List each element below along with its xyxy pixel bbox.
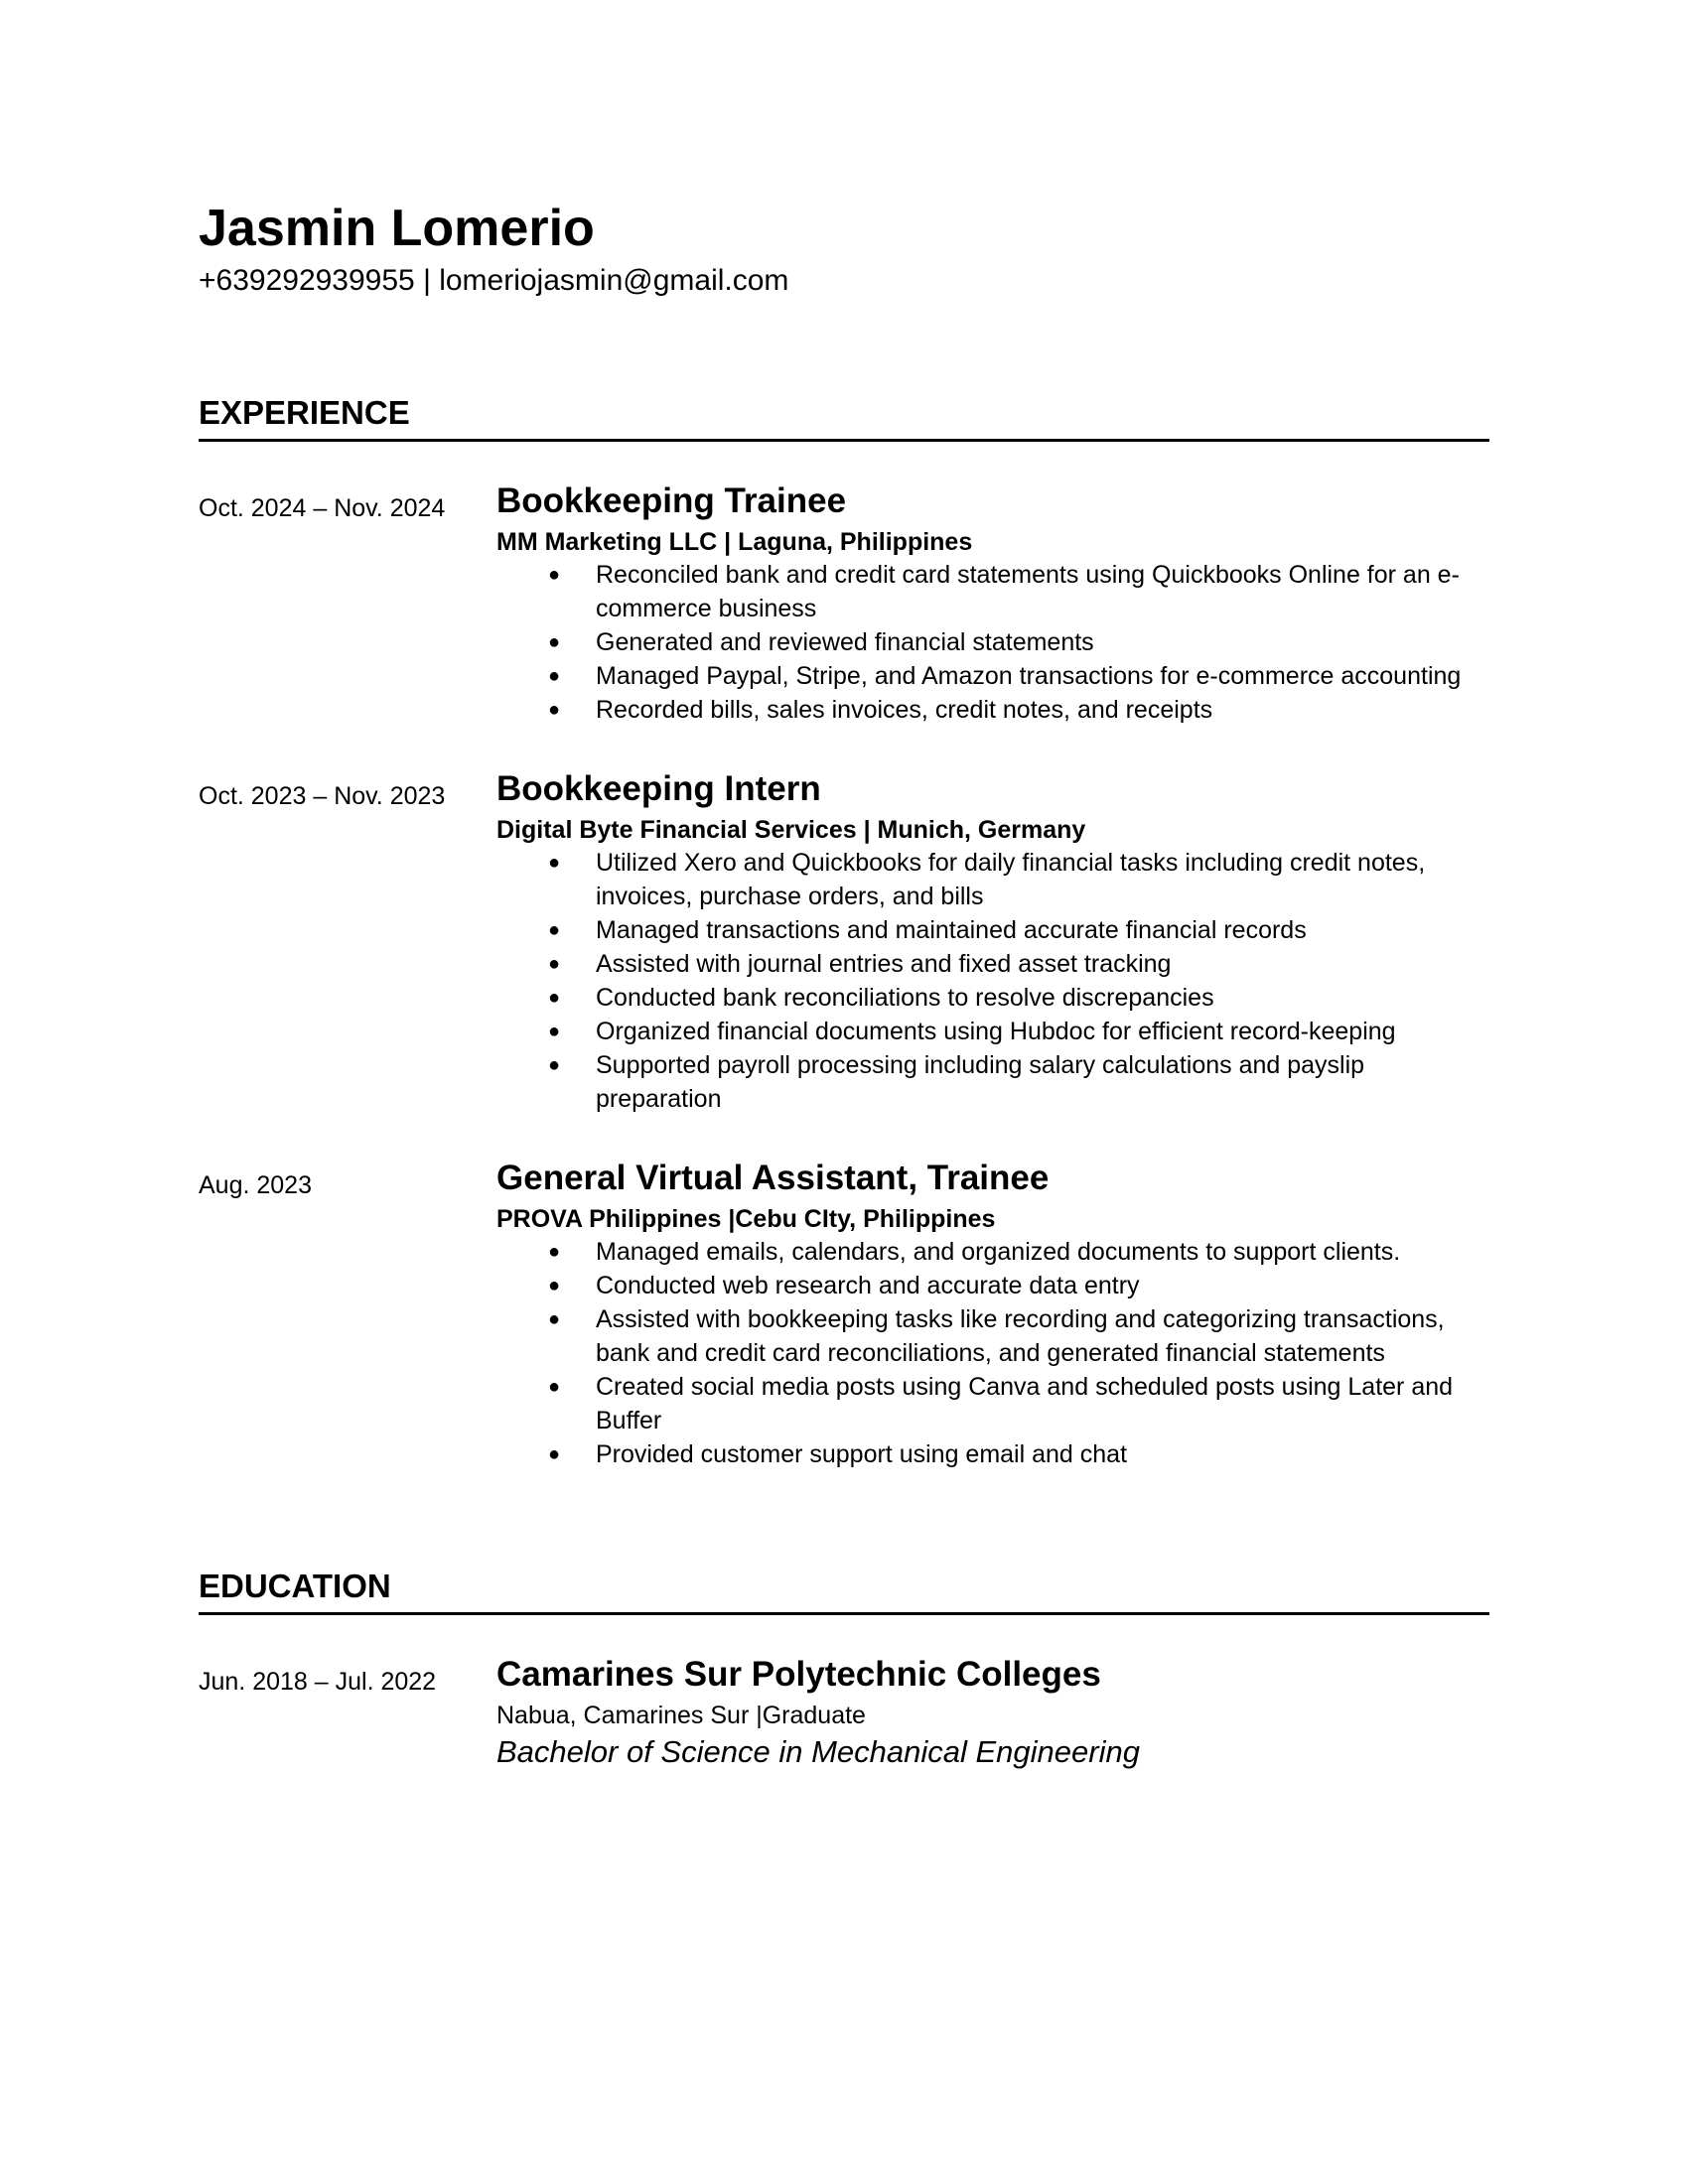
bullet-icon: ●: [548, 852, 561, 874]
entry-organization: MM Marketing LLC | Laguna, Philippines: [496, 528, 973, 556]
bullet-item: ● Managed transactions and maintained accurate financial records: [496, 913, 1489, 947]
resume-header: [199, 199, 1489, 300]
entry-role: General Virtual Assistant, Trainee: [496, 1159, 1050, 1197]
bullet-item: ● Generated and reviewed financial statements: [496, 625, 1489, 659]
bullet-icon: ●: [548, 1241, 561, 1263]
entry-body: [496, 1156, 1489, 1471]
entry-body: [496, 766, 1489, 1116]
bullet-icon: ●: [548, 1308, 561, 1330]
contact-line: +639292939955 | lomeriojasmin@gmail.com: [199, 264, 789, 297]
bullet-item: ● Assisted with bookkeeping tasks like recording and categorizing transactions, bank and credit card reconciliations, and generated financial statements: [496, 1302, 1489, 1370]
experience-section: [199, 393, 1489, 1468]
entry-date: Oct. 2024 – Nov. 2024: [199, 494, 446, 522]
entry-role: Bookkeeping Trainee: [496, 481, 847, 520]
entry-date: Jun. 2018 – Jul. 2022: [199, 1668, 437, 1696]
bullet-icon: ●: [548, 953, 561, 975]
bullet-icon: ●: [548, 699, 561, 721]
bullet-item: ● Created social media posts using Canva and scheduled posts using Later and Buffer: [496, 1370, 1489, 1437]
entry-date: Oct. 2023 – Nov. 2023: [199, 782, 446, 810]
bullet-icon: ●: [548, 631, 561, 653]
school-location: Nabua, Camarines Sur |Graduate: [496, 1702, 866, 1729]
entry-body: [496, 478, 1489, 727]
bullet-item: ● Reconciled bank and credit card statements using Quickbooks Online for an e-commerce business: [496, 558, 1489, 625]
bullet-item: ● Assisted with journal entries and fixed asset tracking: [496, 947, 1489, 981]
entry-organization: PROVA Philippines |Cebu CIty, Philippines: [496, 1205, 996, 1233]
education-section: [199, 1567, 1489, 1769]
candidate-name: Jasmin Lomerio: [199, 200, 595, 257]
section-title-education: EDUCATION: [199, 1567, 1489, 1615]
entry-role: Bookkeeping Intern: [496, 769, 821, 808]
resume-page: [199, 199, 1489, 1769]
bullet-icon: ●: [548, 987, 561, 1009]
bullet-icon: ●: [548, 1021, 561, 1042]
entry-bullet-list: [496, 846, 1489, 1116]
bullet-item: ● Utilized Xero and Quickbooks for daily financial tasks including credit notes, invoices, purchase orders, and bills: [496, 846, 1489, 913]
bullet-item: ● Supported payroll processing including salary calculations and payslip preparation: [496, 1048, 1489, 1116]
entry-bullet-list: [496, 558, 1489, 727]
bullet-item: ● Managed emails, calendars, and organized documents to support clients.: [496, 1235, 1489, 1269]
bullet-item: ● Managed Paypal, Stripe, and Amazon transactions for e-commerce accounting: [496, 659, 1489, 693]
bullet-icon: ●: [548, 1275, 561, 1297]
section-title-experience: EXPERIENCE: [199, 393, 1489, 442]
bullet-item: ● Organized financial documents using Hubdoc for efficient record-keeping: [496, 1015, 1489, 1048]
entry-bullet-list: [496, 1235, 1489, 1471]
school-name: Camarines Sur Polytechnic Colleges: [496, 1655, 1101, 1694]
bullet-item: ● Provided customer support using email and chat: [496, 1437, 1489, 1471]
bullet-icon: ●: [548, 1054, 561, 1076]
bullet-item: ● Conducted bank reconciliations to resolve discrepancies: [496, 981, 1489, 1015]
entry-date: Aug. 2023: [199, 1171, 312, 1199]
bullet-icon: ●: [548, 564, 561, 586]
entry-body: [496, 1652, 1489, 1773]
bullet-icon: ●: [548, 1443, 561, 1465]
bullet-icon: ●: [548, 1376, 561, 1398]
degree-title: Bachelor of Science in Mechanical Engineering: [496, 1734, 1140, 1769]
bullet-icon: ●: [548, 665, 561, 687]
bullet-item: ● Conducted web research and accurate data entry: [496, 1269, 1489, 1302]
bullet-icon: ●: [548, 919, 561, 941]
entry-organization: Digital Byte Financial Services | Munich, Germany: [496, 816, 1086, 844]
bullet-item: ● Recorded bills, sales invoices, credit notes, and receipts: [496, 693, 1489, 727]
